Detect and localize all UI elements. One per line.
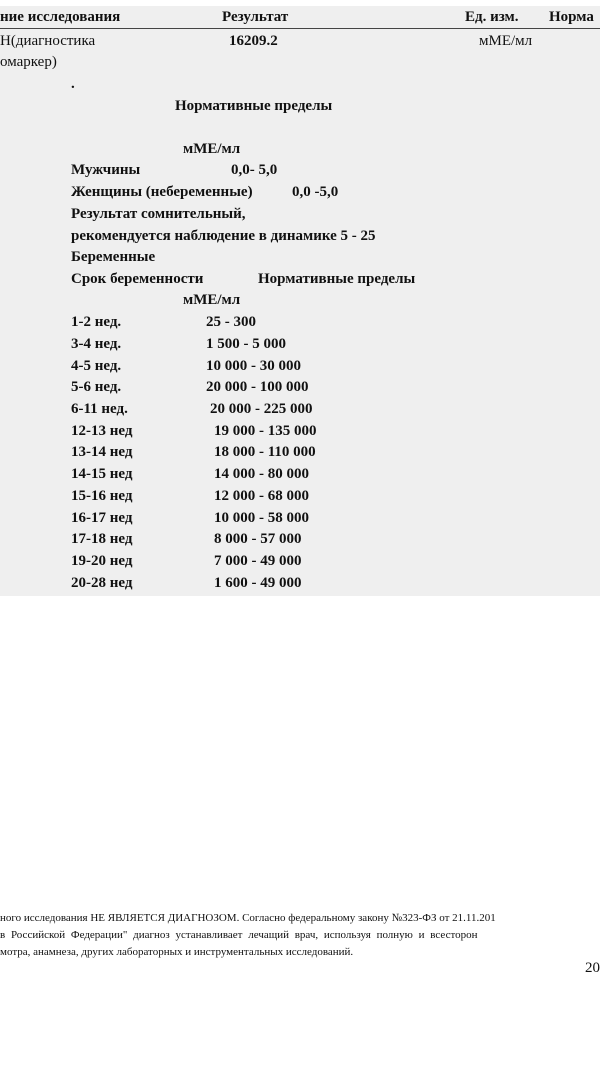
men-label: Мужчины [71, 162, 141, 178]
test-name-line1: Н(диагностика [0, 33, 96, 49]
term-cell: 4-5 нед. [71, 358, 122, 374]
range-cell: 12 000 - 68 000 [214, 488, 309, 504]
header-unit: Ед. изм. [465, 9, 519, 25]
norms-unit-label: мМЕ/мл [183, 141, 241, 157]
range-cell: 8 000 - 57 000 [214, 531, 302, 547]
term-cell: 14-15 нед [71, 466, 133, 482]
table-unit-label: мМЕ/мл [183, 292, 241, 308]
table-row [0, 444, 600, 464]
page-number: 20 [585, 960, 600, 976]
term-cell: 6-11 нед. [71, 401, 128, 417]
table-row [0, 488, 600, 508]
term-cell: 15-16 нед [71, 488, 133, 504]
disclaimer-line3: мотра, анамнеза, других лабораторных и инструментальных исследований. [0, 946, 354, 958]
limits-header: Нормативные пределы [258, 271, 416, 287]
term-cell: 5-6 нед. [71, 379, 122, 395]
range-cell: 18 000 - 110 000 [214, 444, 316, 460]
table-row [0, 575, 600, 595]
range-cell: 1 600 - 49 000 [214, 575, 302, 591]
range-cell: 20 000 - 100 000 [206, 379, 309, 395]
term-cell: 3-4 нед. [71, 336, 122, 352]
term-header: Срок беременности [71, 271, 204, 287]
table-row [0, 510, 600, 530]
table-row [0, 531, 600, 551]
term-cell: 12-13 нед [71, 423, 133, 439]
doubtful-line1: Результат сомнительный, [71, 206, 246, 222]
test-unit: мМЕ/мл [479, 33, 533, 49]
range-cell: 25 - 300 [206, 314, 256, 330]
disclaimer-line2: в Российской Федерации" диагноз устанавливает лечащий врач, используя полную и всесторон [0, 929, 478, 941]
table-row [0, 379, 600, 399]
disclaimer-footer [0, 910, 600, 961]
table-row [0, 358, 600, 378]
table-row [0, 314, 600, 334]
range-cell: 19 000 - 135 000 [214, 423, 317, 439]
range-cell: 1 500 - 5 000 [206, 336, 286, 352]
range-cell: 20 000 - 225 000 [210, 401, 313, 417]
norms-title-text: Нормативные пределы [175, 98, 333, 114]
term-cell: 13-14 нед [71, 444, 133, 460]
table-row [0, 336, 600, 356]
term-cell: 19-20 нед [71, 553, 133, 569]
range-cell: 10 000 - 30 000 [206, 358, 301, 374]
doubtful-line2: рекомендуется наблюдение в динамике 5 - 25 [71, 228, 376, 244]
table-row [0, 466, 600, 486]
term-cell: 16-17 нед [71, 510, 133, 526]
table-row [0, 423, 600, 443]
table-header [0, 6, 600, 29]
test-name-line2: омаркер) [0, 54, 57, 70]
women-value: 0,0 -5,0 [292, 184, 339, 200]
test-result: 16209.2 [229, 33, 278, 49]
header-norm: Норма [549, 9, 594, 25]
range-cell: 7 000 - 49 000 [214, 553, 302, 569]
header-result: Результат [222, 9, 289, 25]
pregnant-label: Беременные [71, 249, 156, 265]
dot-marker: . [71, 76, 75, 92]
range-cell: 14 000 - 80 000 [214, 466, 309, 482]
header-test-name: ние исследования [0, 9, 121, 25]
table-row [0, 553, 600, 573]
term-cell: 20-28 нед [71, 575, 133, 591]
term-cell: 17-18 нед [71, 531, 133, 547]
women-label: Женщины (небеременные) [71, 184, 253, 200]
men-value: 0,0- 5,0 [231, 162, 278, 178]
table-row [0, 401, 600, 421]
term-cell: 1-2 нед. [71, 314, 122, 330]
range-cell: 10 000 - 58 000 [214, 510, 309, 526]
disclaimer-line1: ного исследования НЕ ЯВЛЯЕТСЯ ДИАГНОЗОМ. Согласно федеральному закону №323-ФЗ от 21.11.201 [0, 912, 496, 924]
